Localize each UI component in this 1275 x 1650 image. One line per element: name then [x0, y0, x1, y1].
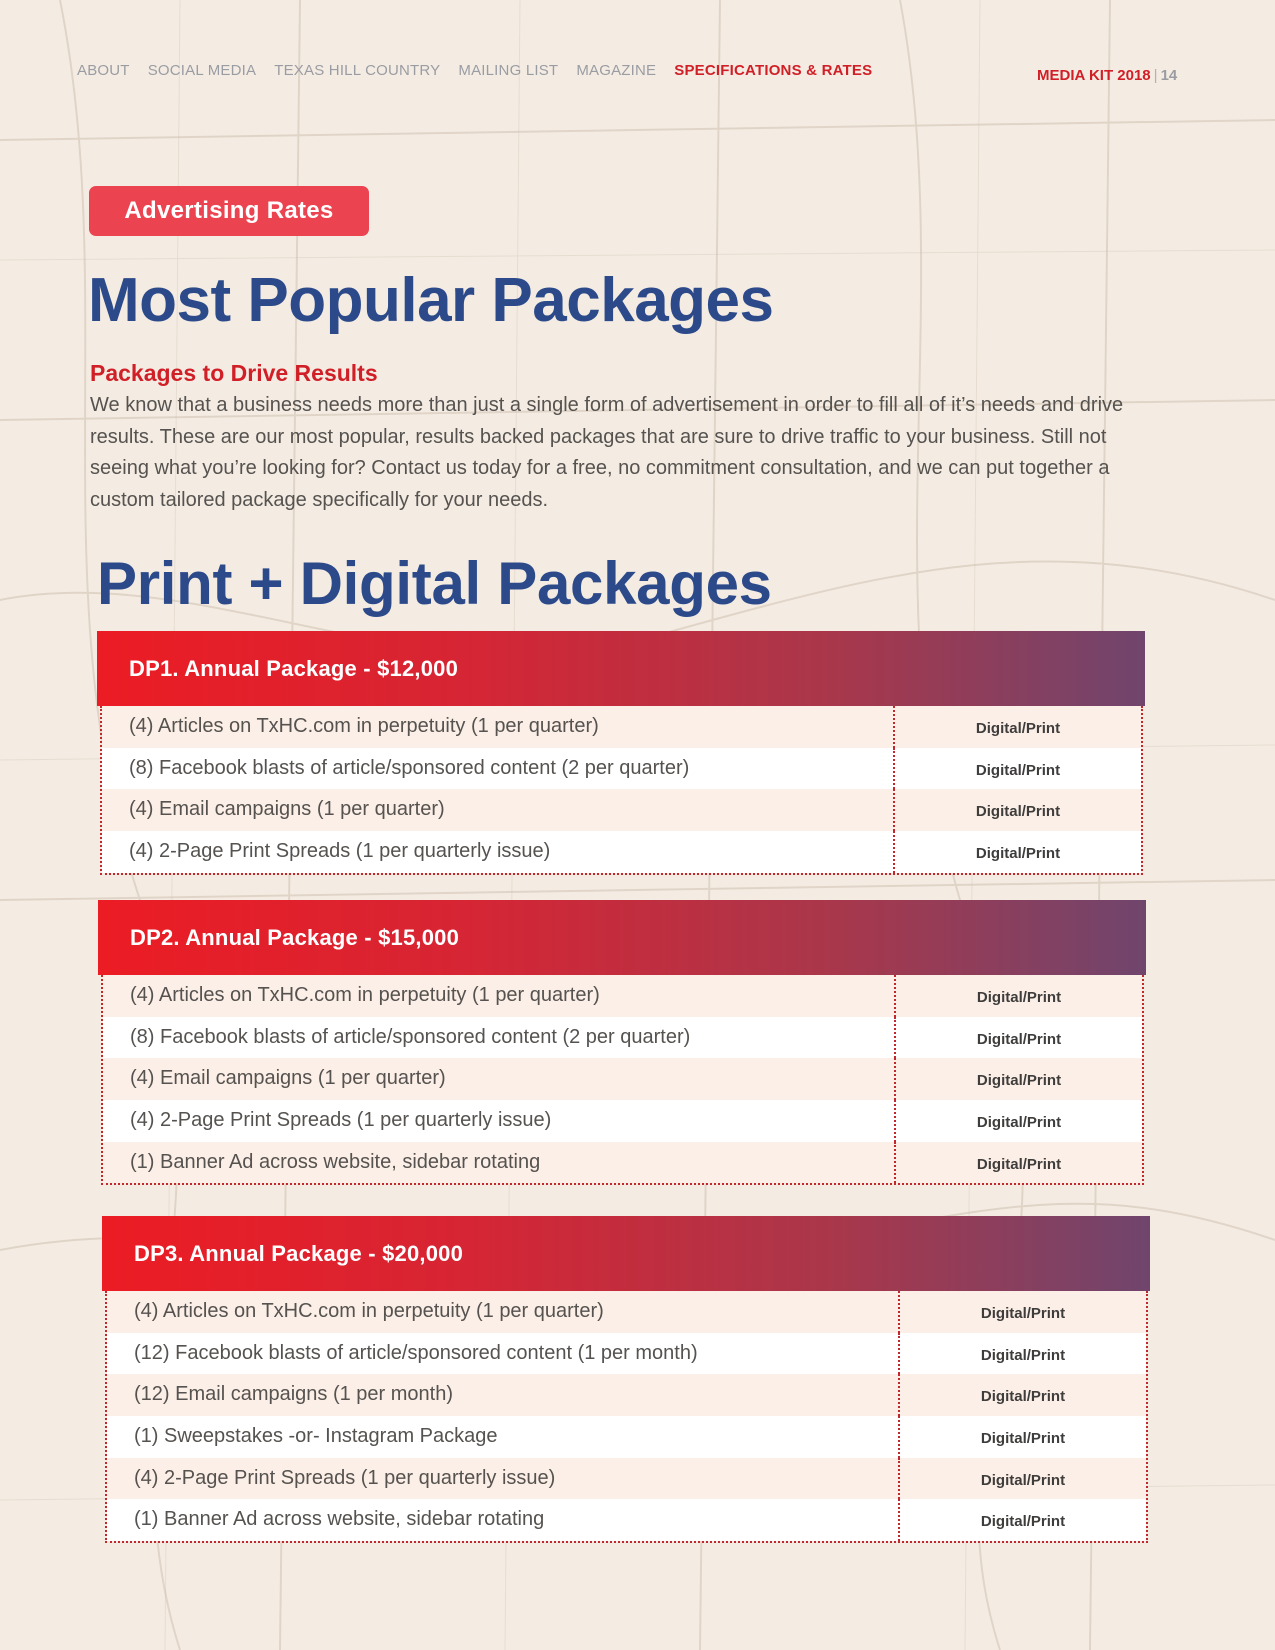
package-item-type: Digital/Print [980, 1513, 1066, 1531]
package-row [107, 1458, 1146, 1500]
package-item: (12) Email campaigns (1 per month) [107, 1374, 900, 1416]
package-item-type: Digital/Print [976, 1155, 1062, 1173]
packages-heading: Print + Digital Packages [97, 550, 772, 617]
nav-item-specifications-rates[interactable]: SPECIFICATIONS & RATES [674, 62, 873, 79]
package-item: (4) Email campaigns (1 per quarter) [103, 1058, 896, 1100]
package-row [102, 706, 1141, 748]
package-row [102, 831, 1141, 873]
page-title: Most Popular Packages [88, 266, 774, 335]
package-item-type: Digital/Print [980, 1388, 1066, 1406]
nav-item-texas-hill-country[interactable]: TEXAS HILL COUNTRY [274, 62, 441, 79]
package-dp3 [102, 1216, 1150, 1543]
nav-item-magazine[interactable]: MAGAZINE [576, 62, 657, 79]
package-item-type: Digital/Print [976, 1072, 1062, 1090]
package-items [100, 706, 1143, 875]
package-item: (8) Facebook blasts of article/sponsored content (2 per quarter) [102, 748, 895, 790]
header-separator: | [1153, 67, 1158, 84]
package-item-type: Digital/Print [976, 1030, 1062, 1048]
package-items [101, 975, 1144, 1185]
package-item-type: Digital/Print [980, 1471, 1066, 1489]
package-row [103, 1100, 1142, 1142]
package-item-type: Digital/Print [975, 720, 1061, 737]
package-item: (1) Banner Ad across website, sidebar rotating [107, 1499, 900, 1541]
package-row [102, 748, 1141, 790]
package-item: (4) Articles on TxHC.com in perpetuity (1 per quarter) [103, 975, 896, 1017]
package-item: (4) Articles on TxHC.com in perpetuity (1 per quarter) [107, 1291, 900, 1333]
package-item-type: Digital/Print [980, 1346, 1066, 1364]
intro-paragraph: We know that a business needs more than just a single form of advertisement in order to fill all of it’s needs and drive results. These are our most popular, results backed packages that are sure to drive traffic to your business. Still not seeing what you’re looking for? Contact us today for a free, no commitment consultation, and we can put together a custom tailored package specifically for your needs. [90, 394, 1124, 511]
package-dp2 [98, 900, 1146, 1185]
media-kit-title: MEDIA KIT 2018 [1037, 67, 1151, 84]
package-item: (1) Sweepstakes -or- Instagram Package [107, 1416, 900, 1458]
package-header: DP2. Annual Package - $15,000 [98, 900, 1146, 975]
top-navigation [77, 62, 890, 79]
package-dp1 [97, 631, 1145, 875]
package-item: (8) Facebook blasts of article/sponsored content (2 per quarter) [103, 1017, 896, 1059]
package-item-type: Digital/Print [975, 761, 1061, 779]
package-item: (4) 2-Page Print Spreads (1 per quarterly issue) [102, 831, 895, 873]
package-row [103, 1017, 1142, 1059]
package-item: (4) Email campaigns (1 per quarter) [102, 789, 895, 831]
package-header: DP1. Annual Package - $12,000 [97, 631, 1145, 706]
advertising-rates-badge: Advertising Rates [89, 186, 369, 236]
nav-item-social-media[interactable]: SOCIAL MEDIA [147, 62, 257, 79]
package-item-type: Digital/Print [976, 989, 1062, 1006]
package-row [107, 1333, 1146, 1375]
package-row [107, 1499, 1146, 1541]
package-row [107, 1374, 1146, 1416]
package-row [103, 975, 1142, 1017]
package-item: (4) Articles on TxHC.com in perpetuity (1 per quarter) [102, 706, 895, 748]
package-row [107, 1416, 1146, 1458]
media-kit-label [1037, 67, 1177, 84]
package-row [102, 789, 1141, 831]
package-item-type: Digital/Print [980, 1430, 1066, 1448]
page-number: 14 [1160, 67, 1178, 84]
section-subtitle: Packages to Drive Results [90, 360, 378, 386]
package-row [103, 1142, 1142, 1184]
package-item: (1) Banner Ad across website, sidebar rotating [103, 1142, 896, 1184]
package-row [107, 1291, 1146, 1333]
package-item: (12) Facebook blasts of article/sponsored content (1 per month) [107, 1333, 900, 1375]
package-item: (4) 2-Page Print Spreads (1 per quarterly issue) [107, 1458, 900, 1500]
package-item-type: Digital/Print [975, 803, 1061, 821]
package-item-type: Digital/Print [980, 1305, 1066, 1322]
nav-item-mailing-list[interactable]: MAILING LIST [458, 62, 559, 79]
package-item-type: Digital/Print [976, 1114, 1062, 1132]
package-item: (4) 2-Page Print Spreads (1 per quarterly issue) [103, 1100, 896, 1142]
package-row [103, 1058, 1142, 1100]
package-item-type: Digital/Print [975, 845, 1061, 863]
package-items [105, 1291, 1148, 1543]
nav-item-about[interactable]: ABOUT [77, 62, 130, 79]
package-header: DP3. Annual Package - $20,000 [102, 1216, 1150, 1291]
